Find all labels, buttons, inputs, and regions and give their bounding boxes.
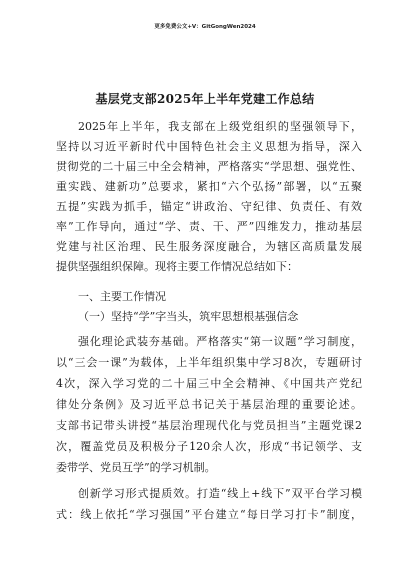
intro-line: 五提”实践为抓手，锚定“讲政治、守纪律、负责任、有效 xyxy=(56,200,362,213)
intro-line: 贯彻党的二十届三中全会精神，严格落实“学思想、强党性、 xyxy=(56,160,362,173)
subsection-heading: （一）坚持“学”字当头，筑牢思想根基强信念 xyxy=(78,310,299,323)
body-line: 以“三会一课”为载体，上半年组织集中学习8次，专题研讨 xyxy=(56,356,362,369)
body-line: 次，覆盖党员及积极分子120余人次，形成“书记领学、支 xyxy=(56,440,362,453)
body-line: 创新学习形式提质效。打造“线上+线下”双平台学习模 xyxy=(78,487,362,500)
body-line: 强化理论武装夯基础。严格落实“第一议题”学习制度， xyxy=(78,335,362,348)
header-note: 更多免费公文+V：GitGongWen2024 xyxy=(154,24,256,30)
body-line: 式：线上依托“学习强国”平台建立“每日学习打卡”制度， xyxy=(56,508,362,521)
body-line: 4次，深入学习党的二十届三中全会精神、《中国共产党纪 xyxy=(56,377,362,390)
section-heading: 一、主要工作情况 xyxy=(78,290,166,303)
body-line: 委带学、党员互学”的学习机制。 xyxy=(56,461,216,474)
intro-line: 坚持以习近平新时代中国特色社会主义思想为指导，深入 xyxy=(56,140,362,153)
intro-line: 提供坚强组织保障。现将主要工作情况总结如下： xyxy=(56,260,298,273)
body-line: 律处分条例》及习近平总书记关于基层治理的重要论述。 xyxy=(56,398,362,411)
document-title: 基层党支部2025年上半年党建工作总结 xyxy=(95,92,315,106)
intro-line: 重实践、建新功”总要求，紧扣“六个弘扬”部署，以“五聚 xyxy=(56,180,362,193)
body-line: 支部书记带头讲授“基层治理现代化与党员担当”主题党课2 xyxy=(56,419,362,432)
intro-line: 党建与社区治理、民生服务深度融合，为辖区高质量发展 xyxy=(56,240,362,253)
intro-line: 率”工作导向，通过“学、责、干、严”四维发力，推动基层 xyxy=(56,220,362,233)
intro-line: 2025年上半年，我支部在上级党组织的坚强领导下， xyxy=(78,120,362,133)
